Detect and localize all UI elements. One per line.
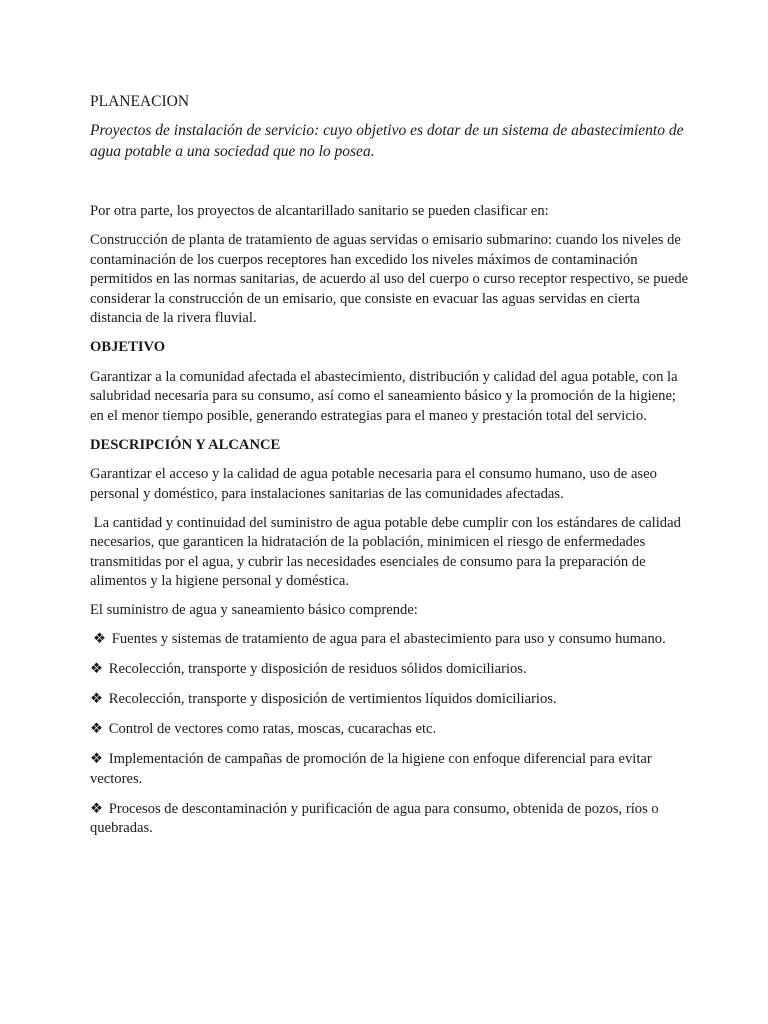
scope-heading: DESCRIPCIÓN Y ALCANCE xyxy=(90,436,281,453)
scope-paragraph-1: Garantizar el acceso y la calidad de agua potable necesaria para el consumo humano, uso de aseo personal y doméstico, para instalaciones sanitarias de las comunidades afectadas. xyxy=(90,466,657,502)
list-item xyxy=(90,630,690,650)
diamond-bullet-icon: ❖ xyxy=(90,751,104,767)
list-item xyxy=(90,690,690,710)
list-item-text: Recolección, transporte y disposición de residuos sólidos domiciliarios. xyxy=(108,661,527,677)
list-item xyxy=(90,800,690,839)
diamond-bullet-icon: ❖ xyxy=(93,631,107,647)
diamond-bullet-icon: ❖ xyxy=(90,721,104,737)
scope-paragraph-2: La cantidad y continuidad del suministro de agua potable debe cumplir con los estándares de calidad necesarios, que garanticen la hidratación de la población, minimicen el riesgo de enfermedades transmitidas por el agua, y cubrir las necesidades esenciales de consumo para la preparación de alimentos y la higiene personal y doméstica. xyxy=(90,514,685,589)
diamond-bullet-icon: ❖ xyxy=(90,661,104,677)
list-item-text: Recolección, transporte y disposición de vertimientos líquidos domiciliarios. xyxy=(108,691,557,707)
list-item-text: Procesos de descontaminación y purificación de agua para consumo, obtenida de pozos, ríos o quebradas. xyxy=(90,800,659,836)
objective-heading: OBJETIVO xyxy=(90,339,166,355)
diamond-bullet-icon: ❖ xyxy=(90,800,104,817)
list-item xyxy=(90,720,690,740)
supply-intro: El suministro de agua y saneamiento básico comprende: xyxy=(90,602,418,618)
intro-paragraph: Por otra parte, los proyectos de alcantarillado sanitario se pueden clasificar en: xyxy=(90,203,549,219)
objective-paragraph: Garantizar a la comunidad afectada el abastecimiento, distribución y calidad del agua potable, con la salubridad necesaria para su consumo, así como el saneamiento básico y la promoción de la higiene; en el menor tiempo posible, generando estrategias para el maneo y prestación total del servicio. xyxy=(90,368,678,424)
document-title: PLANEACION xyxy=(90,93,190,110)
list-item xyxy=(90,750,690,789)
list-item-text: Implementación de campañas de promoción de la higiene con enfoque diferencial para evitar vectores. xyxy=(90,751,652,787)
list-item xyxy=(90,660,690,680)
list-item-text: Fuentes y sistemas de tratamiento de agua para el abastecimiento para uso y consumo humano. xyxy=(111,631,666,647)
document-subtitle: Proyectos de instalación de servicio: cuyo objetivo es dotar de un sistema de abastecimiento de agua potable a una sociedad que no lo posea. xyxy=(90,122,684,160)
list-item-text: Control de vectores como ratas, moscas, cucarachas etc. xyxy=(108,721,437,737)
construction-paragraph: Construcción de planta de tratamiento de aguas servidas o emisario submarino: cuando los niveles de contaminación de los cuerpos receptores han excedido los niveles máximos de contaminación permitidos en las normas sanitarias, de acuerdo al uso del cuerpo o curso receptor respectivo, se puede considerar la construcción de un emisario, que consiste en evacuar las aguas servidas en cierta distancia de la rivera fluvial. xyxy=(90,232,689,326)
document-page xyxy=(90,92,690,849)
diamond-bullet-icon: ❖ xyxy=(90,691,104,707)
